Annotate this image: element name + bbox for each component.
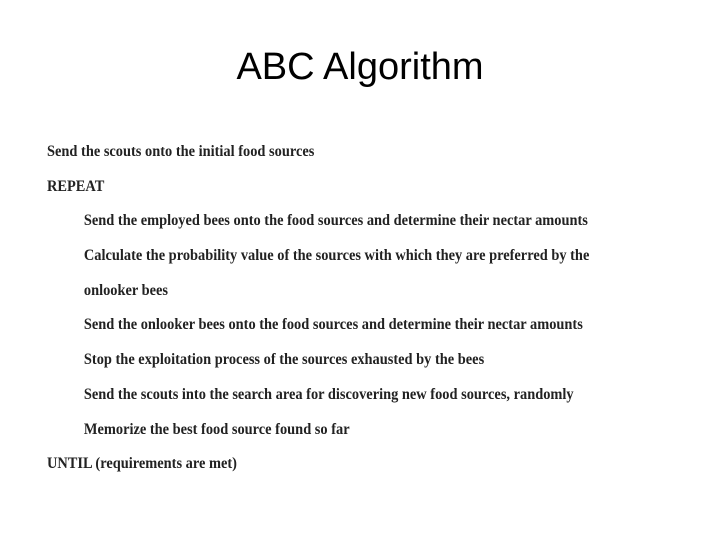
slide-title: ABC Algorithm [236,46,484,88]
algo-line-init: Send the scouts onto the initial food sources [47,143,315,160]
algo-line-employed-bees: Send the employed bees onto the food sources and determine their nectar amounts [83,212,588,230]
algorithm-pseudocode [47,140,623,487]
algo-line-until: UNTIL (requirements are met) [47,455,237,473]
algo-line-send-scouts: Send the scouts into the search area for discovering new food sources, randomly [83,385,574,403]
algo-line-onlooker-bees: Send the onlooker bees onto the food sources and determine their nectar amounts [83,316,583,334]
algo-line-stop-exploitation: Stop the exploitation process of the sources exhausted by the bees [83,351,485,369]
algo-line-probability-cont: onlooker bees [83,281,169,299]
algo-line-repeat: REPEAT [47,177,105,195]
algo-line-memorize: Memorize the best food source found so far [83,420,350,438]
algo-line-probability: Calculate the probability value of the sources with which they are preferred by the [83,247,590,265]
